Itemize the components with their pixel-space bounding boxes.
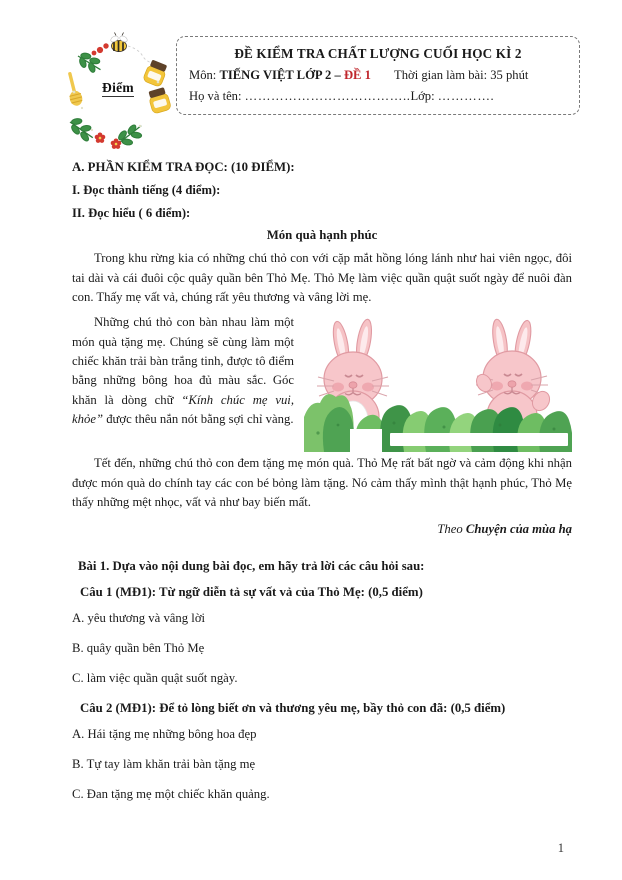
exam-subject-line — [189, 68, 567, 83]
question-2-choice-a[interactable]: A. Hái tặng mẹ những bông hoa đẹp — [72, 726, 257, 741]
question-1-choice-c[interactable]: C. làm việc quần quật suốt ngày. — [72, 670, 238, 685]
page-number: 1 — [557, 841, 564, 855]
flower-icon — [95, 133, 106, 143]
question-2-heading: Câu 2 (MĐ1): Để tỏ lòng biết ơn và thương yêu mẹ, bầy thỏ con đã: (0,5 điểm) — [80, 700, 506, 715]
name-input-dots[interactable]: ……………………………….. — [244, 89, 411, 103]
class-input-dots[interactable]: …………. — [437, 89, 495, 103]
story-paragraph-2-b: được thêu nắn nót bằng sợi chỉ vàng. — [103, 411, 294, 426]
page-header — [0, 28, 622, 146]
question-1-choice-b[interactable]: B. quây quần bên Thỏ Mẹ — [72, 641, 205, 656]
story-paragraph-1: Trong khu rừng kia có những chú thỏ con với cặp mắt hồng lóng lánh như hai viên ngọc, đôi tai dài và cái đuôi cộc quây quần bên Thỏ Mẹ. Thỏ Mẹ làm việc quần quật suốt ngày để nuôi đàn con. Thấy mẹ vất vả, chúng rất yêu thương và vâng lời mẹ. — [72, 251, 572, 305]
question-1-choice-a[interactable]: A. yêu thương và vâng lời — [72, 611, 206, 626]
question-2-choice-b[interactable]: B. Tự tay làm khăn trải bàn tặng mẹ — [72, 756, 256, 771]
section-heading-part-a: A. PHẦN KIỂM TRA ĐỌC: (10 ĐIỂM): — [72, 160, 295, 174]
section-heading-part-i: I. Đọc thành tiếng (4 điểm): — [72, 182, 221, 197]
story-paragraph-3: Tết đến, những chú thỏ con đem tặng mẹ món quà. Thỏ Mẹ rất bất ngờ và cảm động khi nhận được món quà do chính tay các con bé bỏng làm tặng. Nó cảm thấy mình thật hạnh phúc, Thỏ Mẹ thấy những mệt nhọc, vất vả như bay biến mất. — [72, 456, 572, 509]
student-info-line — [189, 89, 567, 104]
questions-block — [72, 559, 572, 802]
subject-prefix: Môn: — [189, 68, 217, 82]
subject-dash: – — [334, 68, 341, 82]
score-label-wrapper — [48, 80, 188, 96]
bee-icon — [110, 33, 129, 53]
story-title: Món quà hạnh phúc — [266, 228, 378, 243]
exam-info-box — [176, 36, 580, 115]
section-heading-part-ii: II. Đọc hiểu ( 6 điểm): — [72, 205, 191, 220]
story-attribution — [72, 522, 572, 537]
berry-icon — [92, 43, 109, 55]
name-label: Họ và tên: — [189, 89, 242, 103]
question-1-heading: Câu 1 (MĐ1): Từ ngữ diễn tả sự vất vả của Thỏ Mẹ: (0,5 điểm) — [80, 585, 423, 600]
exam-code-badge: ĐỀ 1 — [343, 68, 371, 82]
exam-title: ĐỀ KIỂM TRA CHẤT LƯỢNG CUỐI HỌC KÌ 2 — [234, 46, 522, 61]
exam-content — [72, 160, 572, 816]
attribution-source: Chuyện của mùa hạ — [465, 522, 572, 537]
score-label: Điểm — [102, 80, 134, 95]
rabbits-illustration — [304, 317, 572, 452]
subject-name: TIẾNG VIỆT LỚP 2 — [219, 68, 332, 82]
story-paragraph-2-quote: “Kính chúc mẹ vui, khỏe” — [72, 392, 294, 426]
exercise-1-heading: Bài 1. Dựa vào nội dung bài đọc, em hãy trả lời các câu hỏi sau: — [78, 559, 425, 574]
story-paragraph-2-a: Những chú thỏ con bàn nhau làm một món quà tặng mẹ. Chúng sẽ cùng làm một chiếc khăn trải bàn trắng tinh, được tô điểm bằng những bông hoa đủ màu sắc. Góc khăn là dòng chữ — [72, 315, 294, 407]
honey-wreath-decoration — [48, 30, 188, 158]
class-label: Lớp: — [410, 89, 435, 103]
question-2-choice-c[interactable]: C. Đan tặng mẹ một chiếc khăn quảng. — [72, 786, 270, 801]
exam-time-label: Thời gian làm bài: 35 phút — [394, 68, 529, 82]
attribution-prefix: Theo — [437, 522, 466, 537]
